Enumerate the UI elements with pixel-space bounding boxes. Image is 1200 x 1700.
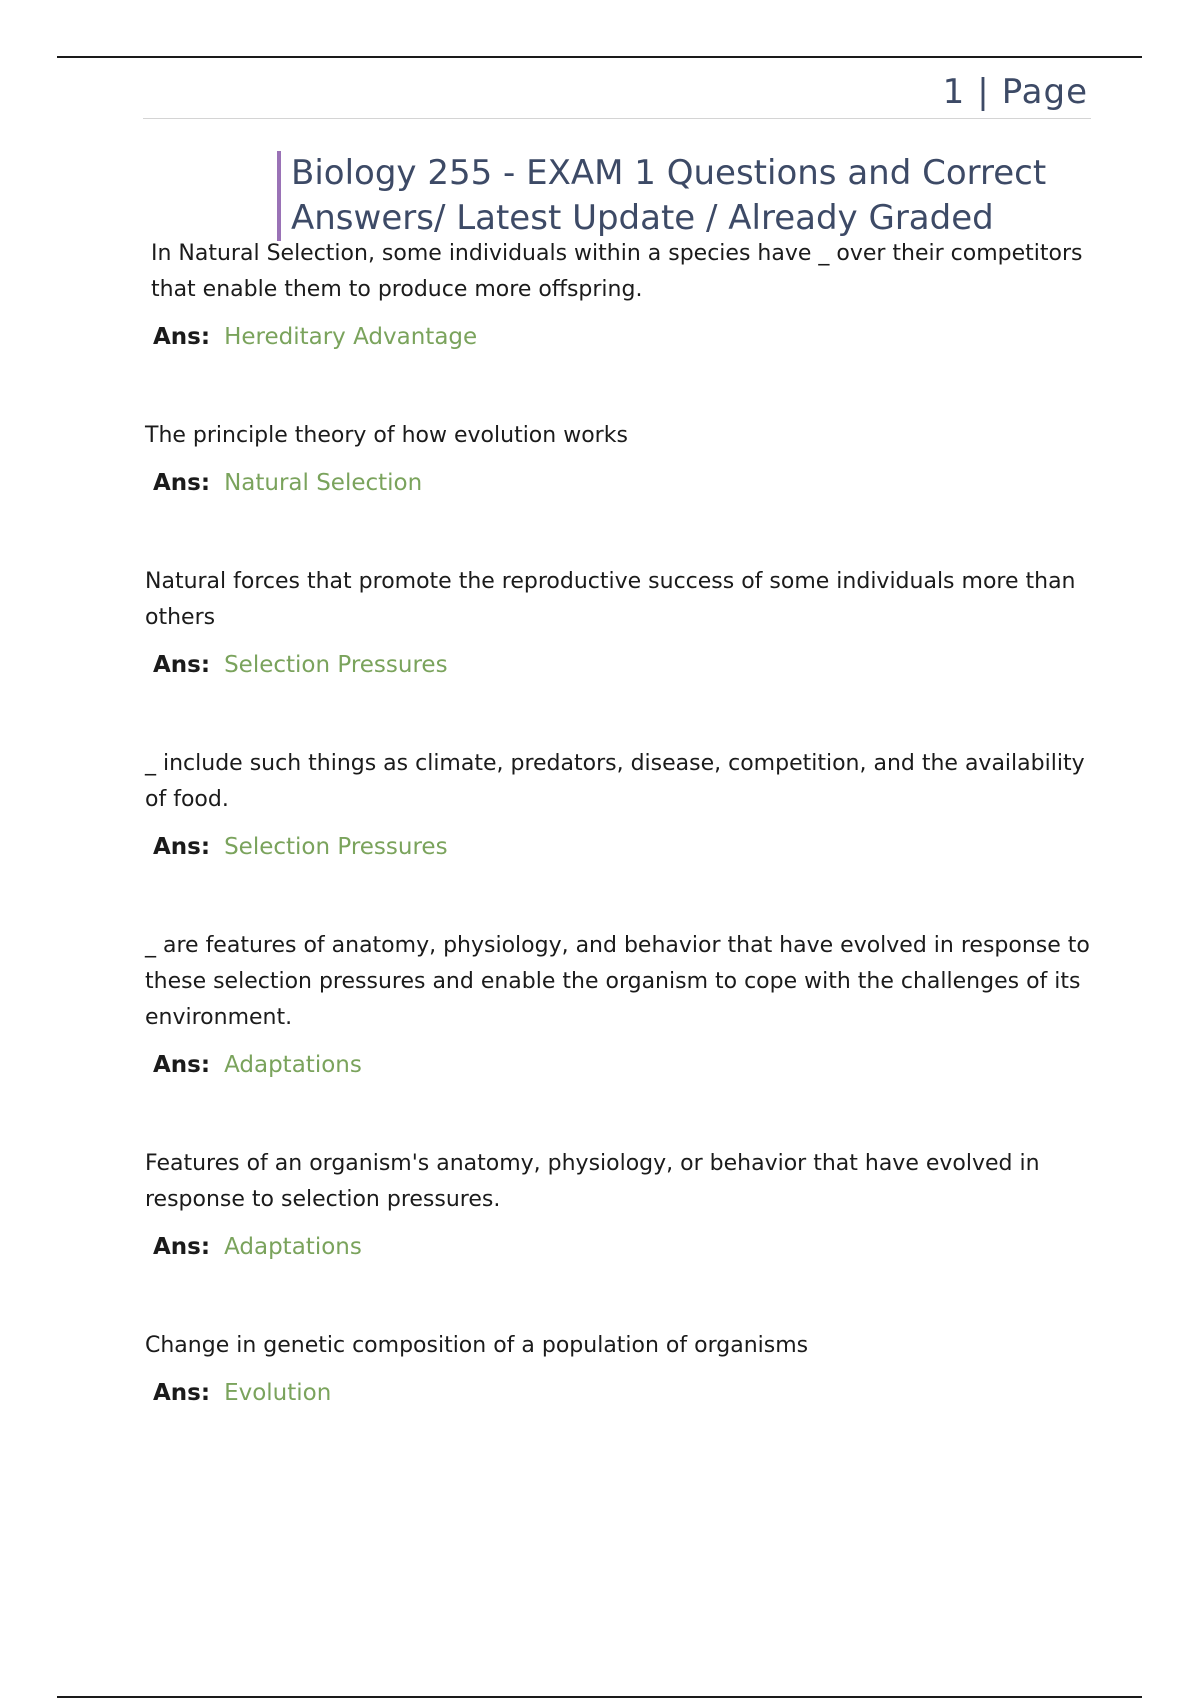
page-number-header: [943, 72, 1088, 112]
answer-row: [145, 1050, 1090, 1080]
qa-item-3: [145, 564, 1090, 680]
qa-item-2: [145, 418, 1090, 498]
answer-value: Hereditary Advantage: [224, 324, 478, 350]
page-number: 1: [942, 72, 966, 112]
question-text: Natural forces that promote the reproductive success of some individuals more than others: [145, 569, 1076, 630]
answer-label: Ans:: [153, 652, 211, 678]
question-text: _ include such things as climate, predators, disease, competition, and the availability of food.: [145, 751, 1085, 812]
qa-item-1: [145, 236, 1090, 352]
page-label: Page: [1001, 72, 1088, 112]
question-text: In Natural Selection, some individuals within a species have _ over their competitors that enable them to produce more offspring.: [151, 241, 1083, 302]
answer-label: Ans:: [153, 1380, 211, 1406]
answer-row: [145, 832, 1090, 862]
answer-label: Ans:: [153, 470, 211, 496]
answer-value: Selection Pressures: [224, 652, 448, 678]
bottom-border-rule: [57, 1696, 1142, 1698]
title-line-2: Answers/ Latest Update / Already Graded: [291, 198, 994, 238]
answer-label: Ans:: [153, 324, 211, 350]
question-text: Change in genetic composition of a population of organisms: [145, 1333, 809, 1358]
question-text: The principle theory of how evolution works: [145, 423, 628, 448]
answer-label: Ans:: [153, 1052, 211, 1078]
top-border-rule: [57, 56, 1142, 58]
answer-row: [145, 322, 1090, 352]
answer-value: Selection Pressures: [224, 834, 448, 860]
qa-item-4: [145, 746, 1090, 862]
qa-item-5: [145, 928, 1090, 1080]
qa-item-7: [145, 1328, 1090, 1408]
answer-value: Evolution: [224, 1380, 332, 1406]
answer-row: [145, 468, 1090, 498]
answer-row: [145, 1232, 1090, 1262]
answer-value: Adaptations: [224, 1234, 362, 1260]
answer-label: Ans:: [153, 1234, 211, 1260]
page-number-separator: |: [977, 72, 990, 112]
question-text: _ are features of anatomy, physiology, and behavior that have evolved in response to these selection pressures and enable the organism to cope with the challenges of its environment.: [145, 933, 1090, 1030]
answer-row: [145, 1378, 1090, 1408]
answer-label: Ans:: [153, 834, 211, 860]
header-divider: [143, 118, 1091, 119]
title-line-1: Biology 255 - EXAM 1 Questions and Correct: [291, 153, 1047, 193]
answer-row: [145, 650, 1090, 680]
document-title: [277, 151, 1111, 241]
answer-value: Natural Selection: [224, 470, 423, 496]
answer-value: Adaptations: [224, 1052, 362, 1078]
question-text: Features of an organism's anatomy, physiology, or behavior that have evolved in response to selection pressures.: [145, 1151, 1040, 1212]
qa-item-6: [145, 1146, 1090, 1262]
